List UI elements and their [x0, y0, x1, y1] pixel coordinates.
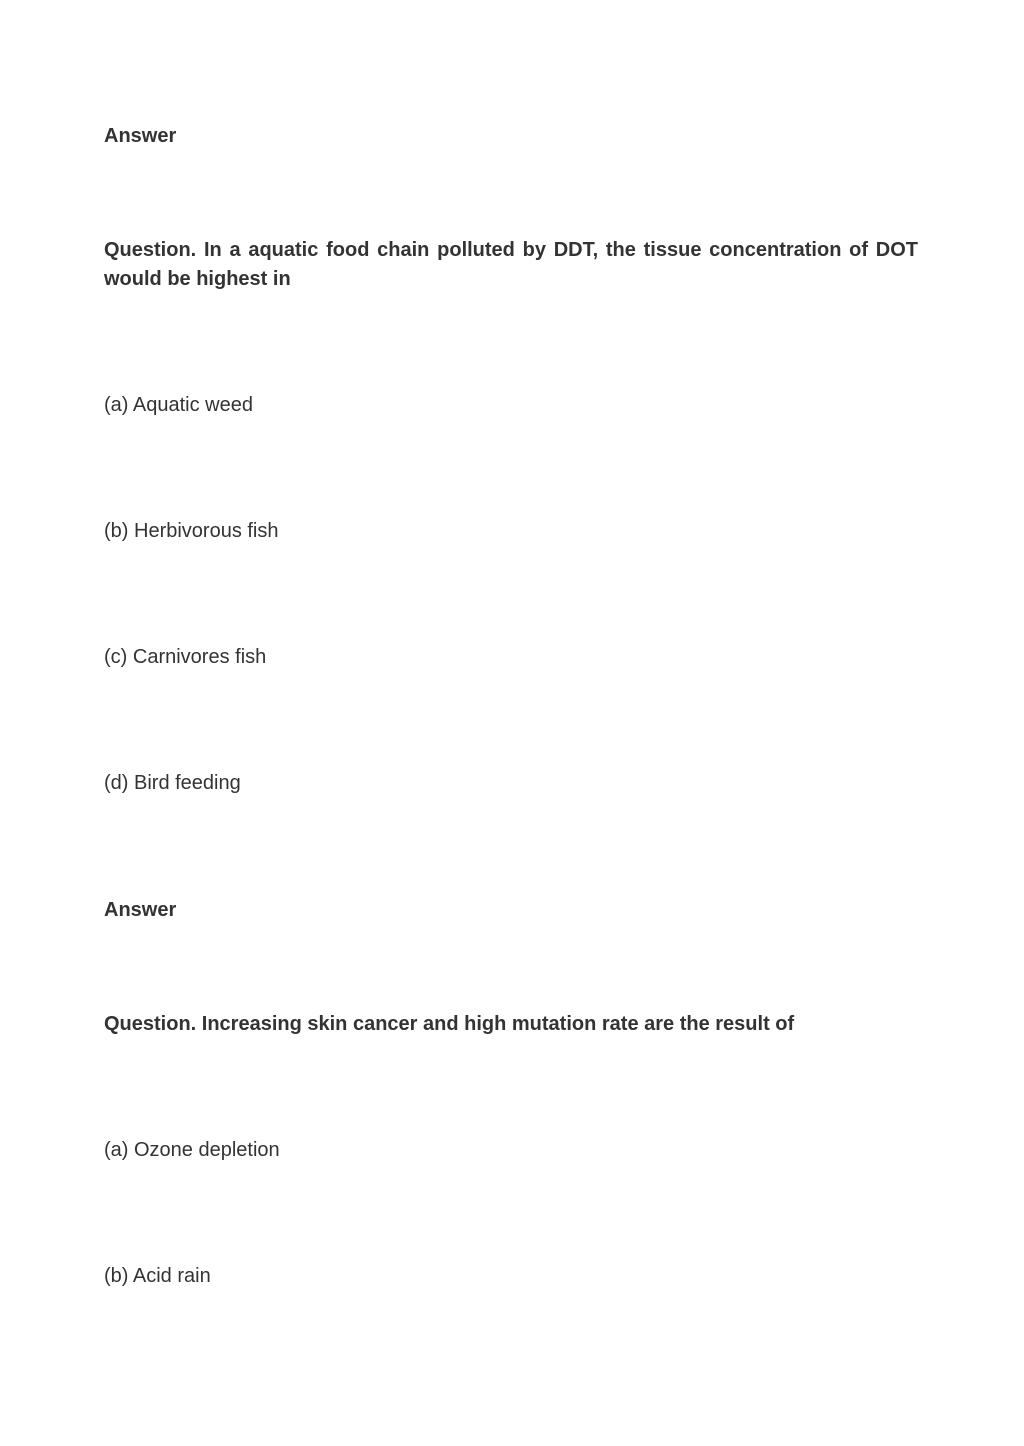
q1-option-b: (b) Herbivorous fish — [104, 520, 279, 542]
question-2-text: Question. Increasing skin cancer and high mutation rate are the result of — [104, 1013, 795, 1035]
q2-option-b: (b) Acid rain — [104, 1265, 211, 1287]
answer-heading-1[interactable]: Answer — [104, 125, 177, 147]
q1-option-a: (a) Aquatic weed — [104, 394, 253, 416]
answer-heading-2[interactable]: Answer — [104, 899, 177, 921]
q1-option-c: (c) Carnivores fish — [104, 646, 267, 668]
q2-option-a: (a) Ozone depletion — [104, 1139, 280, 1161]
q1-option-d: (d) Bird feeding — [104, 772, 241, 794]
question-1-text: Question. In a aquatic food chain polluted by DDT, the tissue concentration of DOT would be highest in — [104, 239, 918, 290]
